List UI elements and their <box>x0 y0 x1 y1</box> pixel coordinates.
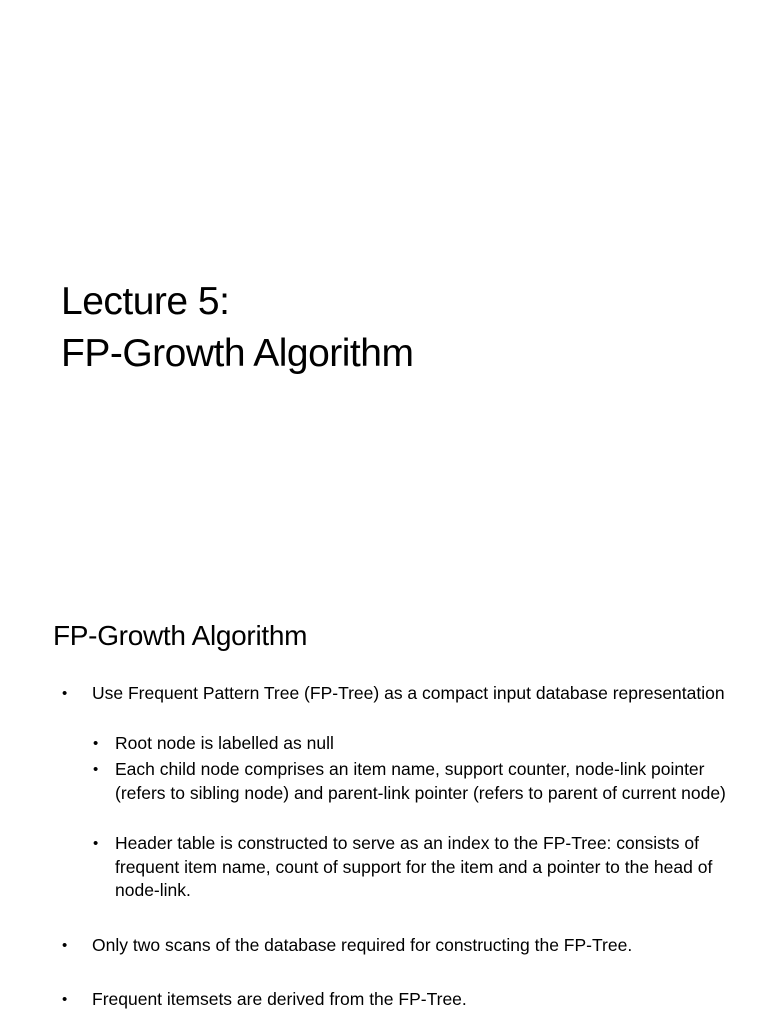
bullet-text: Only two scans of the database required for constructing the FP-Tree. <box>92 935 633 955</box>
slide-heading: FP-Growth Algorithm <box>53 620 308 651</box>
bullet-marker: • <box>93 835 99 852</box>
bullet-marker: • <box>62 991 68 1008</box>
slide-title <box>61 276 741 380</box>
bullet-text: Frequent itemsets are derived from the FP-Tree. <box>92 989 467 1009</box>
sub-bullet-item <box>93 732 737 756</box>
bullet-text: Use Frequent Pattern Tree (FP-Tree) as a compact input database representation <box>92 683 725 703</box>
bullet-marker: • <box>62 937 68 954</box>
bullet-marker: • <box>62 685 68 702</box>
bullet-text: Header table is constructed to serve as an index to the FP-Tree: consists of frequent item name, count of support for the item and a pointer to the head of node-link. <box>115 833 713 900</box>
bullet-text: Each child node comprises an item name, support counter, node-link pointer (refers to sibling node) and parent-link pointer (refers to parent of current node) <box>115 759 726 803</box>
bullet-item <box>62 934 732 958</box>
content-slide <box>0 576 768 1024</box>
bullet-text: Root node is labelled as null <box>115 733 334 753</box>
title-line-1: Lecture 5: <box>61 280 230 323</box>
bullet-item <box>62 988 732 1012</box>
bullet-item <box>62 682 732 706</box>
bullet-marker: • <box>93 761 99 778</box>
bullet-marker: • <box>93 735 99 752</box>
title-line-2: FP-Growth Algorithm <box>61 332 414 375</box>
sub-bullet-item <box>93 758 737 805</box>
sub-bullet-item <box>93 832 737 903</box>
